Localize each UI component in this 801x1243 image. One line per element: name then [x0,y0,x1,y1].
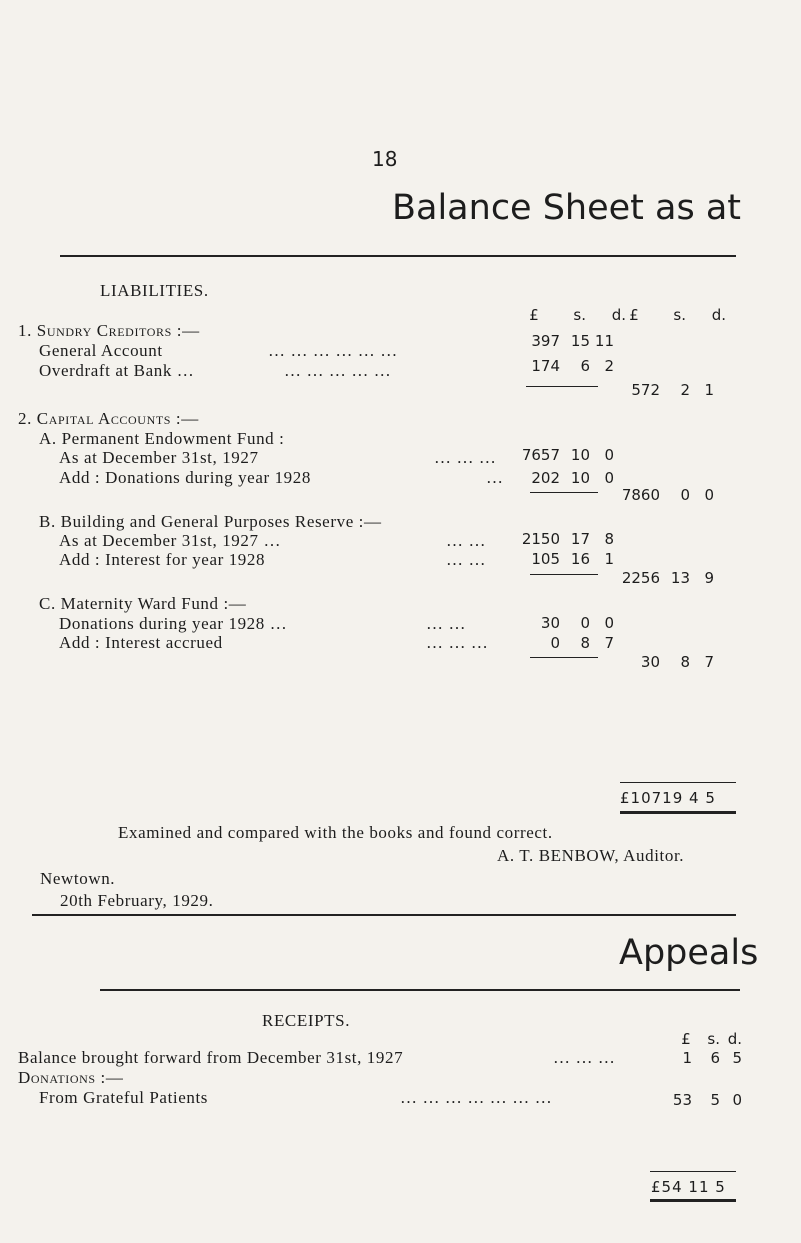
liabilities-heading: LIABILITIES. [100,281,209,300]
shillings: 10 [570,446,590,464]
appeals-column-header [676,1030,742,1048]
shillings: 15 [570,332,590,350]
leader-dots: … … … [434,448,497,467]
subtotal-rule [530,574,598,575]
header-pence: d. [727,1030,742,1048]
building-interest-amount [510,550,614,568]
pence: 11 [594,332,614,350]
building-1927-label: As at December 31st, 1927 … [59,531,282,550]
general-account-label: General Account [39,341,163,360]
subtotal-rule [530,492,598,493]
shillings: 13 [670,569,690,587]
shillings: 0 [680,486,690,504]
pence: 0 [604,446,614,464]
maternity-ward-total [600,653,714,671]
shillings: 6 [710,1049,720,1067]
pounds: 105 [531,550,560,568]
shillings: 8 [580,634,590,652]
pounds: 0 [550,634,560,652]
building-reserve-total [600,569,714,587]
appeals-title: Appeals [619,933,759,973]
appeals-rule [100,989,740,991]
appeals-total-top-rule [650,1171,736,1172]
maternity-interest-label: Add : Interest accrued [59,633,223,652]
section-rule [32,914,736,916]
building-reserve-heading: B. Building and General Purposes Reserve :— [39,512,382,531]
shillings: 16 [570,550,590,568]
balance-forward-amount [676,1049,742,1067]
maternity-ward-heading: C. Maternity Ward Fund :— [39,594,247,613]
pounds: 53 [672,1091,692,1109]
pence: 7 [604,634,614,652]
maternity-interest-amount [510,634,614,652]
header-pounds: £ [629,306,639,324]
maternity-donations-amount [510,614,614,632]
permanent-endowment-heading: A. Permanent Endowment Fund : [39,429,285,448]
maternity-donations-label: Donations during year 1928 … [59,614,288,633]
shillings: 6 [580,357,590,375]
pounds: 30 [640,653,660,671]
overdraft-amount [520,357,614,375]
pence: 0 [604,614,614,632]
grand-total: £10719 4 5 [620,789,716,807]
donations-heading: Donations :— [18,1068,124,1087]
leader-dots: … … … [426,633,489,652]
endowment-donations-label: Add : Donations during year 1928 [59,468,311,487]
pence: 8 [604,530,614,548]
pence: 7 [704,653,714,671]
grateful-patients-amount [666,1091,742,1109]
pounds: 7657 [521,446,560,464]
leader-dots: … … … … … [284,361,392,380]
auditor-signature: A. T. BENBOW, Auditor. [497,846,685,865]
grand-total-top-rule [620,782,736,783]
header-pounds: £ [681,1030,691,1048]
pence: 2 [604,357,614,375]
pence: 5 [732,1049,742,1067]
column-header-total [620,306,726,324]
general-account-amount [520,332,614,350]
header-pence: d. [711,306,726,324]
endowment-1927-amount [510,446,614,464]
balance-sheet-title: Balance Sheet as at [392,188,742,228]
pounds: 2256 [621,569,660,587]
pounds: 2150 [521,530,560,548]
pounds: 202 [531,469,560,487]
header-shillings: s. [573,306,586,324]
subtotal-rule [530,657,598,658]
subtotal-rule [526,386,598,387]
shillings: 2 [680,381,690,399]
shillings: 10 [570,469,590,487]
pounds: 174 [531,357,560,375]
leader-dots: … … [446,531,487,550]
leader-dots: … [486,468,504,487]
place: Newtown. [40,869,116,888]
sundry-creditors-heading: 1. Sundry Creditors :— [18,321,200,340]
permanent-endowment-total [600,486,714,504]
building-interest-label: Add : Interest for year 1928 [59,550,266,569]
receipts-heading: RECEIPTS. [262,1011,351,1030]
balance-forward-label: Balance brought forward from December 31st, 1927 [18,1048,404,1067]
pounds: 397 [531,332,560,350]
leader-dots: … … … … … … … [400,1088,553,1107]
shillings: 5 [710,1091,720,1109]
shillings: 17 [570,530,590,548]
sundry-creditors-total [610,381,714,399]
grand-total-double-rule [620,811,736,814]
appeals-total-double-rule [650,1199,736,1202]
header-pence: d. [611,306,626,324]
leader-dots: … … [426,614,467,633]
page-number: 18 [372,147,398,171]
endowment-1927-label: As at December 31st, 1927 [59,448,259,467]
header-shillings: s. [707,1030,720,1048]
column-header-detail [520,306,626,324]
date: 20th February, 1929. [60,891,214,910]
pounds: 1 [682,1049,692,1067]
header-shillings: s. [673,306,686,324]
pence: 0 [732,1091,742,1109]
leader-dots: … … … [553,1048,616,1067]
leader-dots: … … [446,550,487,569]
appeals-total: £54 11 5 [651,1178,726,1196]
shillings: 0 [580,614,590,632]
pounds: 572 [631,381,660,399]
endowment-donations-amount [510,469,614,487]
title-rule [60,255,736,257]
grateful-patients-label: From Grateful Patients [39,1088,209,1107]
shillings: 8 [680,653,690,671]
building-1927-amount [510,530,614,548]
pence: 1 [604,550,614,568]
pence: 1 [704,381,714,399]
pence: 0 [704,486,714,504]
pence: 9 [704,569,714,587]
header-pounds: £ [529,306,539,324]
pence: 0 [604,469,614,487]
leader-dots: … … … … … … [268,341,398,360]
pounds: 30 [540,614,560,632]
overdraft-label: Overdraft at Bank … [39,361,195,380]
capital-accounts-heading: 2. Capital Accounts :— [18,409,199,428]
pounds: 7860 [621,486,660,504]
certification-text: Examined and compared with the books and found correct. [118,823,553,842]
